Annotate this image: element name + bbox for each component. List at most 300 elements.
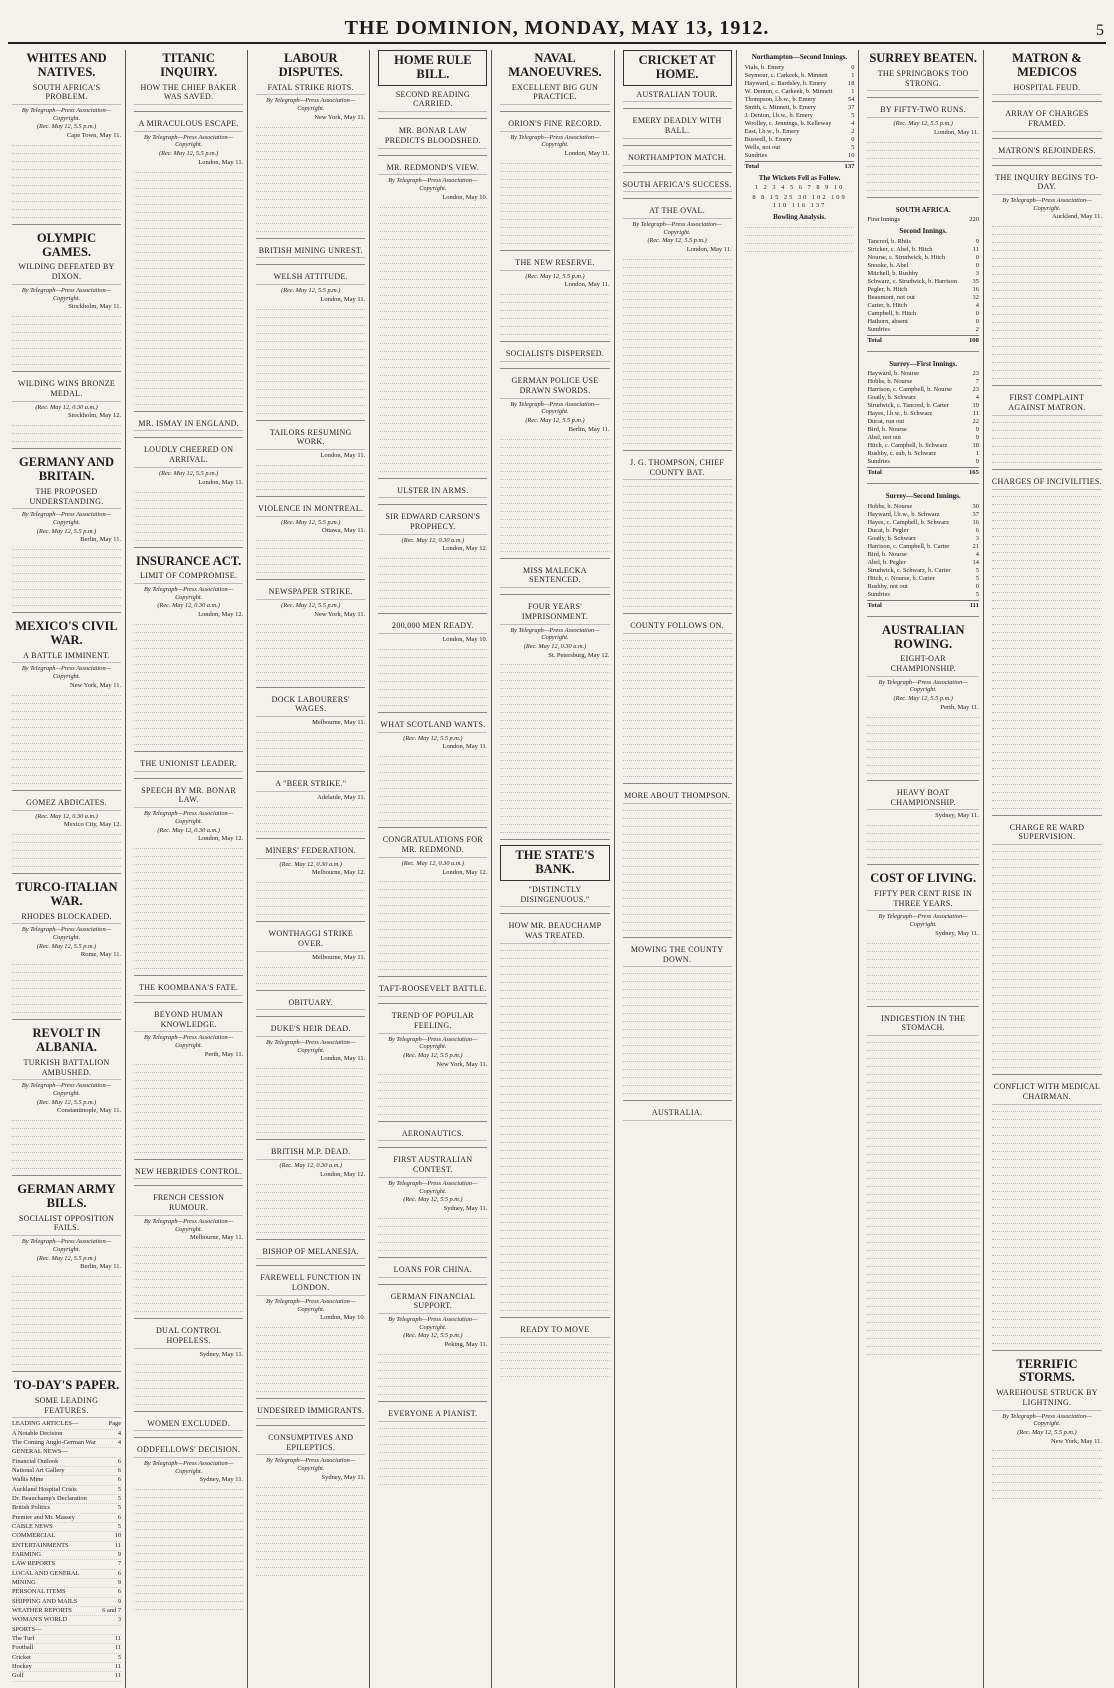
text-line bbox=[867, 769, 978, 774]
text-line bbox=[867, 1190, 978, 1195]
score-line bbox=[745, 104, 855, 112]
contents-item bbox=[12, 1654, 121, 1663]
newspaper-title: THE DOMINION, MONDAY, MAY 13, 1912. bbox=[344, 17, 770, 39]
article-subhead: LOANS FOR CHINA. bbox=[378, 1265, 487, 1278]
article-headline: INSURANCE ACT. bbox=[135, 553, 242, 568]
article-subhead: CHARGES OF INCIVILITIES. bbox=[992, 477, 1102, 490]
runs: 1 bbox=[851, 71, 855, 79]
text-line bbox=[992, 708, 1102, 713]
article bbox=[500, 52, 609, 105]
runs: 11 bbox=[972, 410, 979, 418]
text-line bbox=[378, 957, 487, 962]
runs: 9 bbox=[975, 237, 979, 245]
text-line bbox=[134, 1291, 243, 1296]
text-line bbox=[134, 1267, 243, 1272]
score-line bbox=[867, 402, 978, 410]
text-line bbox=[12, 1360, 121, 1365]
text-line bbox=[867, 1318, 978, 1323]
article-body bbox=[256, 1323, 365, 1392]
text-line bbox=[256, 313, 365, 318]
text-line bbox=[378, 602, 487, 607]
article bbox=[378, 827, 487, 970]
text-line bbox=[378, 1086, 487, 1091]
text-line bbox=[992, 318, 1102, 323]
text-line bbox=[992, 975, 1102, 980]
article-credit: By Telegraph—Press Association—Copyright. bbox=[510, 400, 600, 416]
text-line bbox=[500, 970, 609, 975]
score-total bbox=[867, 467, 978, 477]
contents-page: 6 bbox=[117, 1588, 122, 1596]
score-line bbox=[867, 503, 978, 511]
article-subhead: FIRST AUSTRALIAN CONTEST. bbox=[378, 1155, 487, 1178]
text-line bbox=[12, 1320, 121, 1325]
text-line bbox=[867, 853, 978, 858]
total-runs: 137 bbox=[844, 162, 855, 170]
text-line bbox=[992, 879, 1102, 884]
text-line bbox=[623, 546, 732, 551]
text-line bbox=[623, 660, 732, 665]
text-line bbox=[623, 423, 732, 428]
article-subhead: ODDFELLOWS' DECISION. bbox=[134, 1445, 243, 1458]
text-line bbox=[256, 736, 365, 741]
text-line bbox=[623, 926, 732, 931]
text-line bbox=[12, 862, 121, 867]
article-dateline: Perth, May 11. bbox=[940, 703, 979, 711]
text-line bbox=[12, 585, 121, 590]
article bbox=[623, 1100, 732, 1121]
contents-label: National Art Gallery bbox=[12, 1467, 65, 1475]
text-line bbox=[134, 296, 243, 301]
article-subhead: DOCK LABOURERS' WAGES. bbox=[256, 695, 365, 718]
text-line bbox=[992, 1195, 1102, 1200]
runs: 4 bbox=[975, 301, 979, 309]
text-line bbox=[134, 1148, 243, 1153]
batsman: Hobbs, b. Nourse bbox=[867, 378, 913, 386]
text-line bbox=[992, 1203, 1102, 1208]
text-line bbox=[992, 326, 1102, 331]
text-line bbox=[992, 1227, 1102, 1232]
text-line bbox=[378, 443, 487, 448]
text-line bbox=[134, 892, 243, 897]
contents-label: WOMAN'S WORLD bbox=[12, 1616, 68, 1624]
text-line bbox=[623, 482, 732, 487]
text-line bbox=[12, 1328, 121, 1333]
text-line bbox=[623, 977, 732, 982]
text-line bbox=[12, 352, 121, 357]
article-subhead: GERMAN POLICE USE DRAWN SWORDS. bbox=[500, 376, 609, 399]
text-line bbox=[992, 1055, 1102, 1060]
text-line bbox=[992, 684, 1102, 689]
score-line bbox=[867, 318, 978, 326]
text-line bbox=[867, 963, 978, 968]
article-dateline: Rome, May 11. bbox=[80, 951, 122, 959]
text-line bbox=[378, 1390, 487, 1395]
text-line bbox=[992, 238, 1102, 243]
text-line bbox=[992, 999, 1102, 1004]
text-line bbox=[500, 1306, 609, 1311]
runs: 32 bbox=[972, 293, 979, 301]
article bbox=[378, 1147, 487, 1250]
article bbox=[992, 101, 1102, 132]
text-line bbox=[12, 992, 121, 997]
article-dateline: New York, May 11. bbox=[1050, 1437, 1102, 1445]
text-line bbox=[500, 812, 609, 817]
text-line bbox=[500, 499, 609, 504]
text-line bbox=[623, 578, 732, 583]
bowling-title: Bowling Analysis. bbox=[773, 212, 826, 221]
article-dateline: Stockholm, May 11. bbox=[68, 303, 122, 311]
text-line bbox=[134, 304, 243, 309]
contents-page: 4 bbox=[117, 1439, 122, 1447]
article-received: (Rec. May 12, 0.30 a.m.) bbox=[35, 403, 98, 411]
text-line bbox=[992, 246, 1102, 251]
batsman: Hayward, c. Bardsley, b. Emery bbox=[744, 79, 827, 87]
text-line bbox=[500, 1106, 609, 1111]
text-line bbox=[500, 1226, 609, 1231]
text-line bbox=[134, 1597, 243, 1602]
text-line bbox=[500, 215, 609, 220]
text-line bbox=[134, 620, 243, 625]
article-subhead: FIRST COMPLAINT AGAINST MATRON. bbox=[992, 393, 1102, 416]
text-line bbox=[623, 602, 732, 607]
article-credit: By Telegraph—Press Association—Copyright. bbox=[510, 626, 600, 642]
article-headline: CRICKET AT HOME. bbox=[623, 50, 732, 86]
text-line bbox=[500, 1282, 609, 1287]
text-line bbox=[623, 684, 732, 689]
text-line bbox=[256, 1096, 365, 1101]
article bbox=[256, 1425, 365, 1576]
contents-item bbox=[12, 1439, 121, 1448]
scorecard-northampton bbox=[745, 53, 855, 252]
text-line bbox=[623, 902, 732, 907]
text-line bbox=[256, 219, 365, 224]
text-line bbox=[992, 374, 1102, 379]
article-subhead: AUSTRALIA. bbox=[623, 1108, 732, 1121]
text-line bbox=[134, 1525, 243, 1530]
text-line bbox=[256, 1531, 365, 1536]
text-line bbox=[992, 1179, 1102, 1184]
article bbox=[623, 145, 732, 166]
column-3 bbox=[252, 50, 370, 1688]
text-line bbox=[992, 991, 1102, 996]
article-received: (Rec. May 12, 0.30 a.m.) bbox=[279, 1162, 342, 1170]
article-subhead: THE KOOMBANA'S FATE. bbox=[134, 983, 243, 996]
text-line bbox=[256, 1120, 365, 1125]
text-line bbox=[134, 852, 243, 857]
text-line bbox=[378, 917, 487, 922]
contents-title: TO-DAY'S PAPER. bbox=[13, 1378, 120, 1393]
text-line bbox=[134, 224, 243, 229]
text-line bbox=[992, 524, 1102, 529]
contents-page: 6 bbox=[117, 1457, 122, 1465]
text-line bbox=[867, 987, 978, 992]
article-body bbox=[500, 159, 609, 244]
article-body bbox=[134, 488, 243, 541]
text-line bbox=[867, 1230, 978, 1235]
text-line bbox=[500, 764, 609, 769]
text-line bbox=[992, 262, 1102, 267]
article-subhead: HOW THE CHIEF BAKER WAS SAVED. bbox=[134, 83, 243, 106]
article-dateline: Melbourne, May 11. bbox=[312, 719, 366, 727]
text-line bbox=[134, 168, 243, 173]
text-line bbox=[256, 477, 365, 482]
batsman: Sundries bbox=[867, 590, 890, 598]
text-line bbox=[378, 323, 487, 328]
score-line bbox=[867, 278, 978, 286]
text-line bbox=[745, 247, 855, 252]
scorecard-surrey-second bbox=[867, 483, 978, 610]
text-line bbox=[256, 668, 365, 673]
text-line bbox=[378, 701, 487, 706]
score-line bbox=[867, 535, 978, 543]
text-line bbox=[378, 1230, 487, 1235]
article bbox=[256, 990, 365, 1011]
article-dateline: Sydney, May 11. bbox=[443, 1204, 488, 1212]
article-subhead: SOUTH AFRICA'S SUCCESS. bbox=[623, 180, 732, 193]
batsman: Ducat, run out bbox=[867, 418, 905, 426]
text-line bbox=[256, 163, 365, 168]
article-subhead: MINERS' FEDERATION. bbox=[256, 846, 365, 859]
text-line bbox=[500, 748, 609, 753]
text-line bbox=[500, 732, 609, 737]
text-line bbox=[256, 1571, 365, 1576]
article bbox=[256, 1016, 365, 1133]
article-subhead: BISHOP OF MELANESIA. bbox=[256, 1247, 365, 1260]
text-line bbox=[12, 1296, 121, 1301]
contents-item bbox=[12, 1644, 121, 1653]
article-subhead: WAREHOUSE STRUCK BY LIGHTNING. bbox=[992, 1388, 1102, 1411]
article-subhead: OBITUARY. bbox=[256, 998, 365, 1011]
article-subhead: CONSUMPTIVES AND EPILEPTICS. bbox=[256, 1433, 365, 1456]
article bbox=[378, 118, 487, 149]
text-line bbox=[134, 360, 243, 365]
article-credit: By Telegraph—Press Association—Copyright. bbox=[1002, 1412, 1092, 1428]
article-subhead: CONGRATULATIONS FOR MR. REDMOND. bbox=[378, 835, 487, 858]
text-line bbox=[256, 1196, 365, 1201]
article-body bbox=[134, 1060, 243, 1153]
text-line bbox=[256, 337, 365, 342]
text-line bbox=[992, 358, 1102, 363]
score-line bbox=[745, 96, 855, 104]
article-dateline: London, May 11. bbox=[320, 295, 366, 303]
article-subhead: A BATTLE IMMINENT. bbox=[12, 651, 121, 664]
article bbox=[623, 172, 732, 193]
text-line bbox=[500, 491, 609, 496]
batsman: Wells, not out bbox=[744, 143, 781, 151]
batsman: Harrison, c. Campbell, b. Carter bbox=[867, 542, 950, 550]
text-line bbox=[992, 434, 1102, 439]
contents-page: 11 bbox=[114, 1634, 122, 1642]
text-line bbox=[134, 216, 243, 221]
article-body bbox=[134, 1360, 243, 1405]
article-body bbox=[623, 806, 732, 931]
text-line bbox=[500, 1266, 609, 1271]
contents-label: PERSONAL ITEMS bbox=[12, 1588, 66, 1596]
text-line bbox=[623, 644, 732, 649]
text-line bbox=[256, 353, 365, 358]
text-line bbox=[992, 887, 1102, 892]
article bbox=[256, 1265, 365, 1392]
article-received: (Rec. May 12, 5.5 p.m.) bbox=[647, 237, 707, 245]
article-subhead: FIFTY PER CENT RISE IN THREE YEARS. bbox=[867, 889, 978, 912]
batsman: W. Denton, c. Carkeek, b. Minnett bbox=[744, 87, 833, 95]
article-subhead: THE UNIONIST LEADER. bbox=[134, 759, 243, 772]
article-dateline: London, May 11. bbox=[564, 281, 610, 289]
article-credit: By Telegraph—Press Association—Copyright. bbox=[266, 1039, 356, 1054]
article-body bbox=[256, 305, 365, 414]
score-line bbox=[745, 88, 855, 96]
scorecard-title: SOUTH AFRICA. bbox=[895, 205, 951, 214]
text-line bbox=[256, 628, 365, 633]
article-subhead: WOMEN EXCLUDED. bbox=[134, 1419, 243, 1432]
text-line bbox=[256, 1491, 365, 1496]
text-line bbox=[256, 536, 365, 541]
score-line bbox=[867, 286, 978, 294]
text-line bbox=[378, 1350, 487, 1355]
article-subhead: CHARGE RE WARD SUPERVISION. bbox=[992, 823, 1102, 846]
article-credit: By Telegraph—Press Association—Copyright. bbox=[510, 133, 600, 149]
runs: 35 bbox=[972, 277, 979, 285]
text-line bbox=[134, 1533, 243, 1538]
text-line bbox=[500, 804, 609, 809]
article-subhead: HOW MR. BEAUCHAMP WAS TREATED. bbox=[500, 921, 609, 944]
text-line bbox=[500, 1170, 609, 1175]
article bbox=[256, 420, 365, 490]
text-line bbox=[256, 1088, 365, 1093]
article-headline: GERMANY AND BRITAIN. bbox=[19, 455, 115, 484]
text-line bbox=[500, 1058, 609, 1063]
text-line bbox=[623, 439, 732, 444]
contents-label: Hockey bbox=[12, 1662, 32, 1670]
text-line bbox=[378, 949, 487, 954]
batsman: Snooke, b. Abel bbox=[867, 261, 909, 269]
article bbox=[623, 613, 732, 777]
text-line bbox=[992, 556, 1102, 561]
text-line bbox=[256, 305, 365, 310]
runs: 5 bbox=[975, 574, 979, 582]
text-line bbox=[867, 186, 978, 191]
text-line bbox=[992, 732, 1102, 737]
text-line bbox=[500, 740, 609, 745]
runs: 4 bbox=[975, 394, 979, 402]
text-line bbox=[134, 240, 243, 245]
contents-item bbox=[12, 1626, 121, 1635]
contents-label: Auckland Hospital Crisis bbox=[12, 1485, 77, 1493]
score-line bbox=[745, 144, 855, 152]
text-line bbox=[256, 131, 365, 136]
runs: 220 bbox=[969, 216, 979, 224]
text-line bbox=[992, 540, 1102, 545]
text-line bbox=[256, 377, 365, 382]
text-line bbox=[134, 488, 243, 493]
text-line bbox=[256, 1499, 365, 1504]
text-line bbox=[378, 941, 487, 946]
text-line bbox=[134, 644, 243, 649]
text-line bbox=[378, 235, 487, 240]
text-line bbox=[12, 328, 121, 333]
text-line bbox=[500, 994, 609, 999]
contents-label: Dr. Beauchamp's Declaration bbox=[12, 1495, 87, 1503]
text-line bbox=[992, 1275, 1102, 1280]
text-line bbox=[500, 828, 609, 833]
text-line bbox=[867, 753, 978, 758]
article bbox=[134, 1185, 243, 1312]
text-line bbox=[12, 715, 121, 720]
text-line bbox=[12, 984, 121, 989]
text-line bbox=[867, 979, 978, 984]
article-body bbox=[378, 1070, 487, 1115]
contents-label: Financial Outlook bbox=[12, 1457, 59, 1465]
text-line bbox=[12, 854, 121, 859]
text-line bbox=[256, 461, 365, 466]
text-line bbox=[623, 279, 732, 284]
article-dateline: New York, May 11. bbox=[70, 681, 122, 689]
article-headline: MEXICO'S CIVIL WAR. bbox=[15, 619, 118, 647]
text-line bbox=[134, 272, 243, 277]
contents-page: 5 bbox=[117, 1485, 122, 1493]
text-line bbox=[134, 716, 243, 721]
article bbox=[256, 579, 365, 680]
article bbox=[500, 111, 609, 244]
contents-label: ENTERTAINMENTS bbox=[12, 1541, 69, 1549]
text-line bbox=[867, 1214, 978, 1219]
text-line bbox=[256, 1563, 365, 1568]
text-line bbox=[134, 1565, 243, 1570]
article-body bbox=[378, 645, 487, 706]
text-line bbox=[134, 652, 243, 657]
score-line bbox=[867, 458, 978, 466]
text-line bbox=[500, 796, 609, 801]
article-body bbox=[256, 1483, 365, 1576]
page-number: 5 bbox=[1096, 22, 1104, 39]
contents-item bbox=[12, 1430, 121, 1439]
text-line bbox=[500, 199, 609, 204]
article-dateline: London, May 10. bbox=[442, 636, 488, 644]
article-dateline: London, May 11. bbox=[686, 246, 732, 254]
text-line bbox=[500, 780, 609, 785]
runs: 16 bbox=[972, 518, 979, 526]
article bbox=[134, 411, 243, 432]
text-line bbox=[992, 230, 1102, 235]
article-subhead: LIMIT OF COMPROMISE. bbox=[134, 571, 243, 584]
text-line bbox=[992, 919, 1102, 924]
article-body bbox=[623, 482, 732, 607]
article bbox=[134, 1318, 243, 1404]
text-line bbox=[500, 1146, 609, 1151]
text-line bbox=[378, 427, 487, 432]
text-line bbox=[12, 779, 121, 784]
contents-label: The Turf bbox=[12, 1634, 35, 1642]
text-line bbox=[867, 729, 978, 734]
text-line bbox=[378, 901, 487, 906]
contents-page: 9 bbox=[117, 1551, 122, 1558]
text-line bbox=[992, 350, 1102, 355]
text-line bbox=[500, 1034, 609, 1039]
contents-page: 5 bbox=[117, 1495, 122, 1503]
article bbox=[867, 52, 978, 91]
contents-item bbox=[12, 1514, 121, 1523]
runs: 30 bbox=[972, 502, 979, 510]
runs: 0 bbox=[975, 253, 979, 261]
text-line bbox=[256, 369, 365, 374]
text-line bbox=[992, 692, 1102, 697]
text-line bbox=[623, 335, 732, 340]
text-line bbox=[12, 1272, 121, 1277]
article-body bbox=[256, 461, 365, 490]
article-subhead: TURKISH BATTALION AMBUSHED. bbox=[12, 1058, 121, 1081]
text-line bbox=[500, 239, 609, 244]
text-line bbox=[134, 288, 243, 293]
